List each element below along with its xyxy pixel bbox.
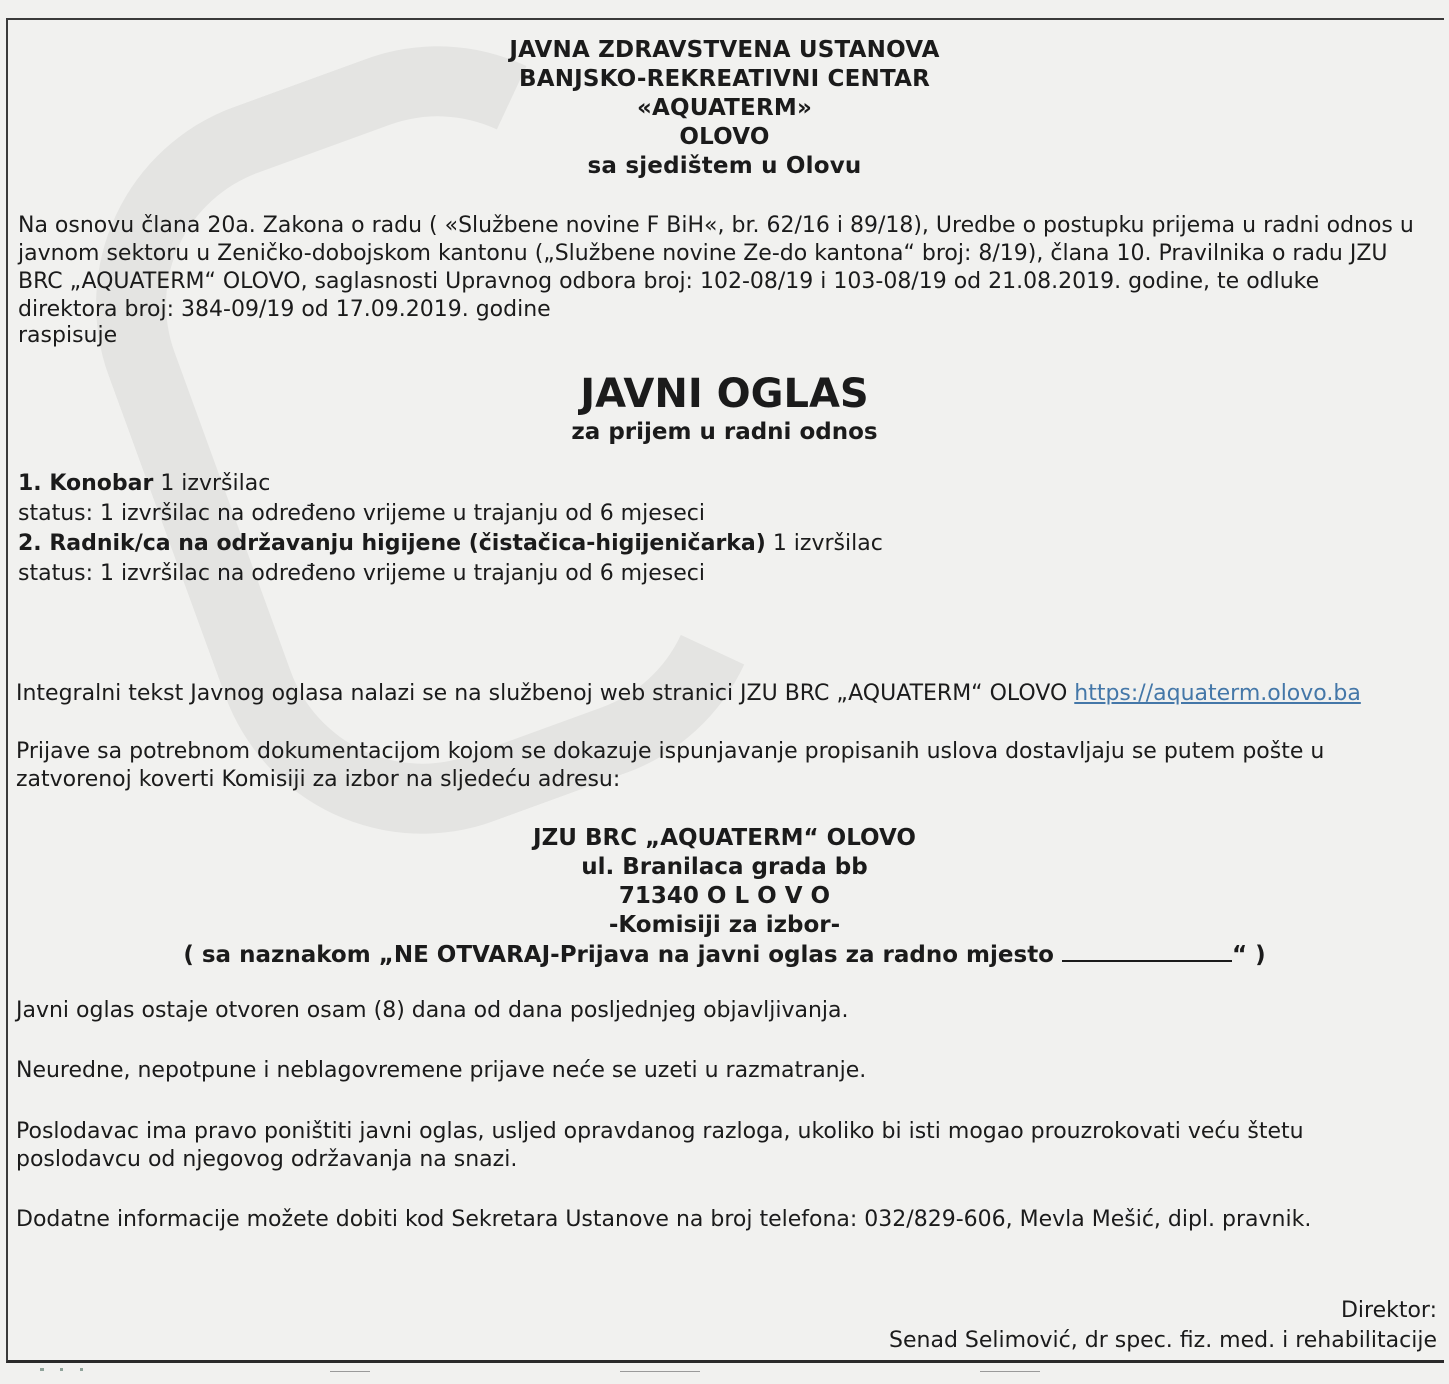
ad-subtitle: za prijem u radni odnos	[571, 419, 878, 445]
cancellation-right-paragraph: Poslodavac ima pravo poništiti javni oglas, usljed opravdanog razloga, ukoliko bi isti mogao prouzrokovati veću štetu poslodavcu od njegovog održavanja na snazi.	[16, 1119, 1304, 1172]
web-notice-text: Integralni tekst Javnog oglasa nalazi se na službenoj web stranici JZU BRC „AQUATERM“ OLOVO	[16, 681, 1075, 706]
envelope-note-start: ( sa naznakom „NE OTVARAJ-Prijava na javni oglas za radno mjesto	[183, 942, 1062, 968]
contact-paragraph: Dodatne informacije možete dobiti kod Sekretara Ustanove na broj telefona: 032/829-606, Mevla Mešić, dipl. pravnik.	[16, 1207, 1312, 1232]
address-name: JZU BRC „AQUATERM“ OLOVO	[533, 825, 916, 851]
header-line-5: sa sjedištem u Olovu	[587, 153, 862, 179]
website-link[interactable]: https://aquaterm.olovo.ba	[1074, 681, 1361, 706]
header-line-2: BANJSKO-REKREATIVNI CENTAR	[518, 66, 930, 92]
position-2	[18, 529, 1218, 559]
header-line-1: JAVNA ZDRAVSTVENA USTANOVA	[509, 37, 940, 63]
header-line-3: «AQUATERM»	[636, 95, 813, 121]
director-role: Direktor:	[1340, 1298, 1437, 1323]
position-count: 1 izvršilac	[765, 531, 883, 556]
print-specks	[0, 1362, 1449, 1382]
institution-header	[0, 36, 1449, 181]
position-name-blank	[1062, 940, 1232, 962]
envelope-note-end: “ )	[1232, 942, 1266, 968]
envelope-note	[0, 940, 1449, 970]
mailing-address	[0, 824, 1449, 970]
legal-basis-paragraph: Na osnovu člana 20a. Zakona o radu ( «Službene novine F BiH«, br. 62/16 i 89/18), Uredbe o postupku prijema u radni odnos u javnom sektoru u Zeničko-dobojskom kantonu („Službene novine Ze-do kantona“ broj: 8/19), člana 10. Pravilnika o radu JZU BRC „AQUATERM“ OLOVO, saglasnosti Upravnog odbora broj: 102-08/19 i 103-08/19 od 21.08.2019. godine, te odluke direktora broj: 384-09/19 od 17.09.2019. godine	[18, 213, 1414, 322]
position-title: 1. Konobar	[18, 471, 154, 496]
announces-word: raspisuje	[18, 323, 118, 348]
positions-list	[18, 469, 1218, 589]
address-committee: -Komisiji za izbor-	[608, 912, 841, 938]
position-1	[18, 469, 1218, 499]
header-line-4: OLOVO	[679, 124, 770, 150]
position-2-status: status: 1 izvršilac na određeno vrijeme u trajanju od 6 mjeseci	[18, 561, 705, 586]
director-name: Senad Selimović, dr spec. fiz. med. i rehabilitacije	[889, 1328, 1437, 1353]
position-1-status: status: 1 izvršilac na određeno vrijeme u trajanju od 6 mjeseci	[18, 501, 705, 526]
incomplete-applications-paragraph: Neuredne, nepotpune i neblagovremene prijave neće se uzeti u razmatranje.	[16, 1058, 867, 1083]
signature-block	[889, 1296, 1437, 1356]
position-count: 1 izvršilac	[153, 471, 271, 496]
position-title: 2. Radnik/ca na održavanju higijene (čistačica-higijeničarka)	[18, 531, 766, 556]
open-period-paragraph: Javni oglas ostaje otvoren osam (8) dana od dana posljednjeg objavljivanja.	[16, 998, 849, 1023]
submission-paragraph: Prijave sa potrebnom dokumentacijom kojom se dokazuje ispunjavanje propisanih uslova dostavljaju se putem pošte u zatvorenoj koverti Komisiji za izbor na sljedeću adresu:	[16, 739, 1325, 792]
address-street: ul. Branilaca grada bb	[581, 854, 868, 880]
address-city: 71340 O L O V O	[618, 883, 831, 909]
ad-title: JAVNI OGLAS	[580, 371, 869, 417]
web-notice	[16, 680, 1426, 708]
